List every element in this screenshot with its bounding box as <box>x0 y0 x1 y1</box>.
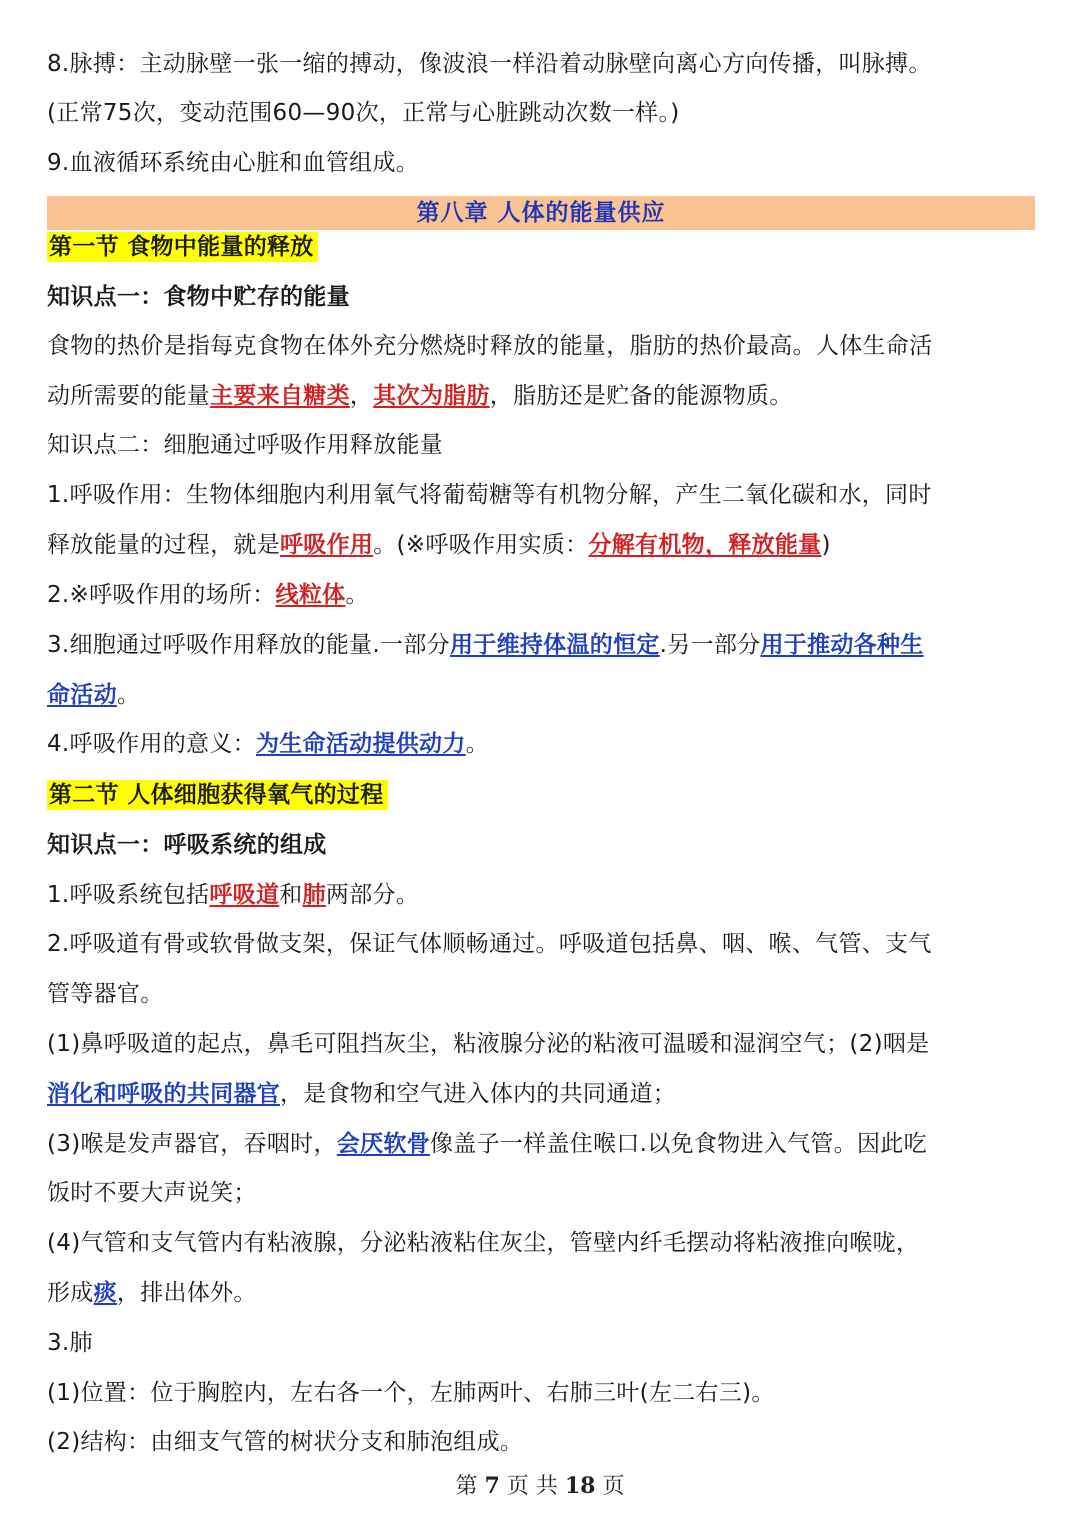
emphasis-epiglottis: 会厌软骨 <box>336 1131 430 1157</box>
emphasis-life-activity-cont: 命活动 <box>47 682 117 708</box>
nose-pharynx-line: (1)鼻呼吸道的起点，鼻毛可阻挡灰尘，粘液腺分泌的粘液可温暖和湿润空气；(2)咽是 <box>47 1031 930 1057</box>
current-page-number: 7 <box>484 1473 500 1499</box>
circulation-system-line: 9.血液循环系统由心脏和血管组成。 <box>47 150 420 176</box>
text-span: 和 <box>279 882 303 908</box>
total-page-count: 18 <box>564 1473 596 1499</box>
text-line <box>47 1420 1037 1464</box>
text-line <box>47 523 1037 567</box>
text-line <box>47 91 1037 135</box>
footer-text: 第 <box>455 1474 478 1499</box>
text-line <box>47 623 1037 667</box>
pulse-note: (正常75次，变动范围60—90次，正常与心脏跳动次数一样。) <box>47 100 680 126</box>
knowledge-point-3-text: 知识点一：呼吸系统的组成 <box>47 832 327 858</box>
text-line <box>47 1022 1037 1066</box>
knowledge-point-title <box>47 275 1037 319</box>
text-line <box>47 1221 1037 1265</box>
emphasis-common-organ: 消化和呼吸的共同器官 <box>47 1081 280 1107</box>
emphasis-respiration: 呼吸作用 <box>280 532 374 558</box>
text-span: 。 <box>465 731 489 757</box>
chapter-title: 第八章 人体的能量供应 <box>47 196 1035 230</box>
text-line <box>47 773 1037 817</box>
text-line <box>47 423 1037 467</box>
text-line <box>47 972 1037 1016</box>
airway-line-1: 2.呼吸道有骨或软骨做支架，保证气体顺畅通过。呼吸道包括鼻、咽、喉、气管、支气 <box>47 931 932 957</box>
page-footer <box>0 1466 1080 1507</box>
text-line <box>47 922 1037 966</box>
text-span: 。 <box>116 682 141 708</box>
airway-line-2: 管等器官。 <box>47 981 164 1007</box>
text-span: .另一部分 <box>659 632 761 658</box>
lung-heading: 3.肺 <box>47 1330 93 1356</box>
section-title-1: 第一节 食物中能量的释放 <box>47 232 318 262</box>
text-span: (3)喉是发声器官，吞咽时， <box>47 1131 337 1157</box>
text-line <box>47 1122 1037 1166</box>
text-span: 。(※呼吸作用实质： <box>373 532 589 558</box>
knowledge-point-2-text: 知识点二：细胞通过呼吸作用释放能量 <box>47 432 444 458</box>
text-line <box>47 1321 1037 1365</box>
emphasis-main-source: 主要来自糖类 <box>210 383 350 409</box>
text-line <box>47 873 1037 917</box>
text-line <box>47 1072 1037 1116</box>
emphasis-second-source: 其次为脂肪 <box>373 383 490 409</box>
text-span: ， <box>349 383 374 409</box>
emphasis-provide-power: 为生命活动提供动力 <box>255 731 466 757</box>
emphasis-lung: 肺 <box>302 882 326 908</box>
emphasis-life-activity: 用于推动各种生 <box>760 632 924 658</box>
emphasis-essence: 分解有机物，释放能量 <box>588 532 822 558</box>
emphasis-body-temperature: 用于维持体温的恒定 <box>449 632 660 658</box>
text-span: 4.呼吸作用的意义： <box>47 731 256 757</box>
text-line <box>47 722 1037 766</box>
text-span: 3.细胞通过呼吸作用释放的能量.一部分 <box>47 632 450 658</box>
text-line <box>47 1271 1037 1315</box>
text-line <box>47 473 1037 517</box>
text-span: 1.呼吸系统包括 <box>47 882 210 908</box>
text-span: ，排出体外。 <box>116 1280 257 1306</box>
section-title-2: 第二节 人体细胞获得氧气的过程 <box>47 780 388 810</box>
text-span: 形成 <box>47 1280 94 1306</box>
emphasis-mitochondria: 线粒体 <box>275 582 346 608</box>
lung-structure: (2)结构：由细支气管的树状分支和肺泡组成。 <box>47 1429 524 1455</box>
respiration-definition-1: 1.呼吸作用：生物体细胞内利用氧气将葡萄糖等有机物分解，产生二氧化碳和水，同时 <box>47 482 932 508</box>
larynx-line-2: 饭时不要大声说笑； <box>47 1180 257 1206</box>
text-span: 动所需要的能量 <box>47 383 211 409</box>
knowledge-point-title <box>47 823 1037 867</box>
lung-position: (1)位置：位于胸腔内，左右各一个，左肺两叶、右肺三叶(左二右三)。 <box>47 1380 775 1406</box>
text-span: 2.※呼吸作用的场所： <box>47 582 276 608</box>
text-line <box>47 141 1037 185</box>
text-span: 。 <box>345 582 369 608</box>
emphasis-phlegm: 痰 <box>93 1280 117 1306</box>
text-span: ，是食物和空气进入体内的共同通道； <box>280 1081 677 1107</box>
text-line <box>47 225 1037 269</box>
text-span: 像盖子一样盖住喉口.以免食物进入气管。因此吃 <box>429 1131 927 1157</box>
text-line <box>47 42 1037 86</box>
pulse-definition: 8.脉搏：主动脉壁一张一缩的搏动，像波浪一样沿着动脉壁向离心方向传播，叫脉搏。 <box>47 51 932 77</box>
footer-text: 页 <box>602 1474 625 1499</box>
text-line <box>47 1171 1037 1215</box>
text-span: 释放能量的过程，就是 <box>47 532 280 558</box>
footer-text: 页 共 <box>506 1474 558 1499</box>
knowledge-point-1-text: 知识点一：食物中贮存的能量 <box>47 284 350 310</box>
text-span: 两部分。 <box>325 882 420 908</box>
text-line <box>47 573 1037 617</box>
text-line <box>47 1371 1037 1415</box>
emphasis-airway: 呼吸道 <box>209 882 280 908</box>
heat-value-line-1: 食物的热价是指每克食物在体外充分燃烧时释放的能量，脂肪的热价最高。人体生命活 <box>47 333 933 359</box>
text-line <box>47 324 1037 368</box>
text-span: ，脂肪还是贮备的能源物质。 <box>489 383 793 409</box>
trachea-line-1: (4)气管和支气管内有粘液腺，分泌粘液粘住灰尘，管壁内纤毛摆动将粘液推向喉咙， <box>47 1230 920 1256</box>
text-span: ) <box>821 532 831 558</box>
text-line <box>47 374 1037 418</box>
text-line <box>47 673 1037 717</box>
